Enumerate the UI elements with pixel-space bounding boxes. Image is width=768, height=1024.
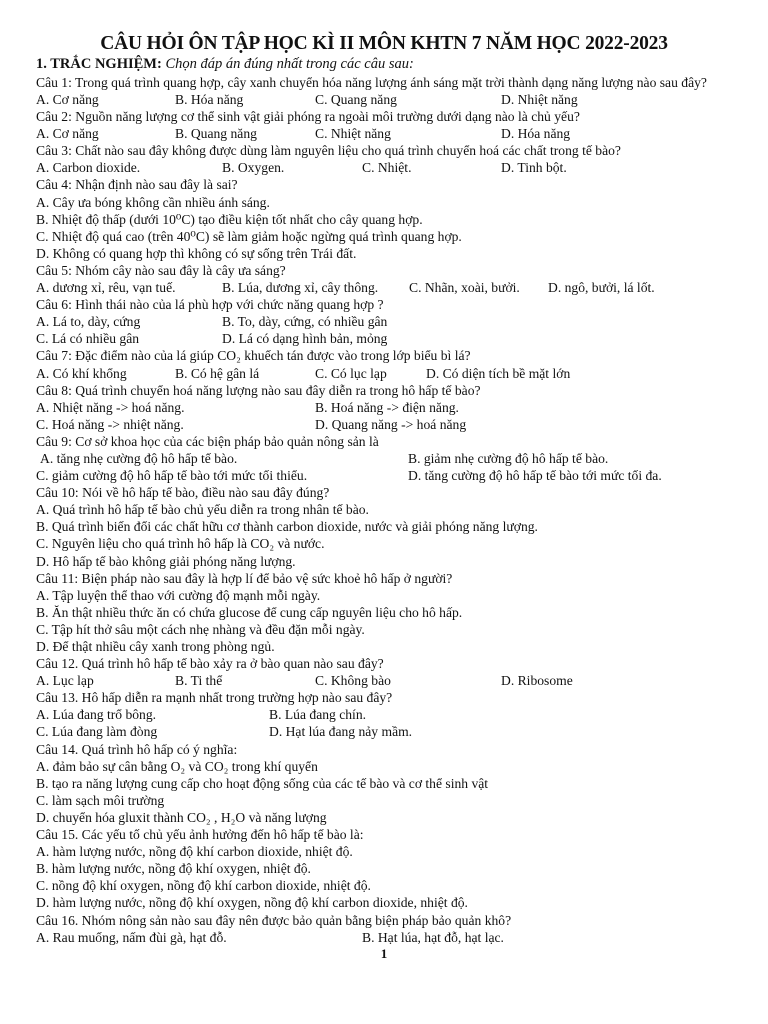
options-row: [36, 450, 736, 467]
option: A. Cơ năng: [36, 126, 99, 142]
option: B. Quá trình biến đổi các chất hữu cơ thành carbon dioxide, nước và giải phóng năng lượng.: [36, 519, 538, 535]
question-text: Câu 10: Nói về hô hấp tế bào, điều nào sau đây đúng?: [36, 485, 330, 501]
option: B. giảm nhẹ cường độ hô hấp tế bào.: [408, 450, 609, 466]
option: D. Hạt lúa đang nảy mầm.: [269, 724, 413, 740]
option: B. Ăn thật nhiều thức ăn có chứa glucose để cung cấp nguyên liệu cho hô hấp.: [36, 604, 463, 620]
option: A. Rau muống, nấm đùi gà, hạt đỗ.: [36, 929, 227, 945]
options-row: [36, 672, 736, 689]
option: C. Nhiệt năng: [315, 126, 391, 142]
page-number: 1: [380, 946, 388, 961]
section-heading: [36, 56, 414, 73]
options-row: [36, 91, 736, 108]
option: B. tạo ra năng lượng cung cấp cho hoạt động sống của các tế bào và cơ thể sinh vật: [36, 775, 489, 791]
option: D. tăng cường độ hô hấp tế bào tới mức tối đa.: [408, 468, 662, 484]
question-list: [36, 74, 736, 946]
option: A. Carbon dioxide.: [36, 160, 141, 176]
question-text: Câu 7: Đặc điểm nào của lá giúp CO₂ khuếch tán được vào trong lớp biểu bì lá?: [36, 348, 471, 364]
option: C. làm sạch môi trường: [36, 792, 165, 808]
options-row: [36, 723, 736, 740]
option: B. To, dày, cứng, có nhiều gân: [222, 314, 388, 330]
option: A. tăng nhẹ cường độ hô hấp tế bào.: [40, 450, 238, 466]
options-row: [36, 330, 736, 347]
question-text: Câu 11: Biện pháp nào sau đây là hợp lí để bảo vệ sức khoẻ hô hấp ở người?: [36, 570, 453, 586]
option: D. Nhiệt năng: [501, 92, 578, 107]
question-text: Câu 6: Hình thái nào của lá phù hợp với chức năng quang hợp ?: [36, 297, 384, 313]
question-text: Câu 4: Nhận định nào sau đây là sai?: [36, 177, 238, 193]
option: B. Nhiệt độ thấp (dưới 10⁰C) tạo điều kiện tốt nhất cho cây quang hợp.: [36, 211, 423, 227]
options-row: [36, 125, 736, 142]
option: D. hàm lượng nước, nồng độ khí oxygen, nồng độ khí carbon dioxide, nhiệt độ.: [36, 895, 468, 911]
option: B. Lúa, dương xỉ, cây thông.: [222, 280, 379, 296]
option: B. Hóa năng: [175, 92, 244, 107]
option: B. Ti thể: [175, 673, 223, 689]
options-row: [36, 399, 736, 416]
option: A. Cây ưa bóng không cần nhiều ánh sáng.: [36, 194, 270, 210]
option: B. Lúa đang chín.: [269, 707, 367, 723]
option: A. đảm bảo sự cân bằng O₂ và CO₂ trong khí quyển: [36, 758, 318, 774]
option: B. Hoá năng -> điện năng.: [315, 399, 459, 415]
option: A. dương xỉ, rêu, vạn tuế.: [36, 280, 176, 296]
options-row: [36, 159, 736, 176]
options-row: [36, 279, 736, 296]
option: A. Quá trình hô hấp tế bào chủ yếu diễn ra trong nhân tế bào.: [36, 502, 369, 518]
option: C. giảm cường độ hô hấp tế bào tới mức tối thiểu.: [36, 468, 308, 484]
option: D. Không có quang hợp thì không có sự sống trên Trái đất.: [36, 245, 357, 261]
option: B. Có hệ gân lá: [175, 365, 260, 381]
options-row: [36, 467, 736, 484]
option: D. Hô hấp tế bào không giải phóng năng lượng.: [36, 553, 296, 569]
section-instruction: Chọn đáp án đúng nhất trong các câu sau:: [165, 56, 414, 72]
option: A. Nhiệt năng -> hoá năng.: [36, 399, 185, 415]
option: A. Lá to, dày, cứng: [36, 314, 141, 330]
question-text: Câu 1: Trong quá trình quang hợp, cây xanh chuyển hóa năng lượng ánh sáng mặt trời thành dạng năng lượng nào sau đây?: [36, 75, 707, 90]
question-text: Câu 15. Các yếu tố chủ yếu ảnh hưởng đến hô hấp tế bào là:: [36, 827, 364, 843]
section-label: 1. TRẮC NGHIỆM:: [36, 56, 162, 72]
option: D. ngô, bưởi, lá lốt.: [548, 280, 655, 296]
option: C. Nhãn, xoài, bưởi.: [409, 280, 520, 296]
option: C. Quang năng: [315, 92, 397, 107]
option: C. Hoá năng -> nhiệt năng.: [36, 416, 184, 432]
option: D. Hóa năng: [501, 126, 571, 142]
option: C. Lúa đang làm đòng: [36, 724, 158, 740]
option: B. Hạt lúa, hạt đỗ, hạt lạc.: [362, 929, 504, 945]
question-text: Câu 3: Chất nào sau đây không được dùng làm nguyên liệu cho quá trình chuyển hoá các chất trong tế bào?: [36, 143, 621, 159]
option: D. Có diện tích bề mặt lớn: [426, 365, 571, 381]
option: A. Tập luyện thể thao với cường độ mạnh mỗi ngày.: [36, 587, 321, 603]
option: D. Lá có dạng hình bản, mỏng: [222, 331, 388, 347]
option: D. Ribosome: [501, 673, 573, 689]
question-text: Câu 2: Nguồn năng lượng cơ thể sinh vật giải phóng ra ngoài môi trường dưới dạng nào là chủ yếu?: [36, 109, 580, 125]
option: C. Lá có nhiều gân: [36, 331, 140, 347]
question-text: Câu 9: Cơ sở khoa học của các biện pháp bảo quản nông sản là: [36, 433, 379, 449]
options-row: [36, 416, 736, 433]
question-text: Câu 16. Nhóm nông sản nào sau đây nên được bảo quản bằng biện pháp bảo quản khô?: [36, 912, 512, 928]
option: A. hàm lượng nước, nồng độ khí carbon dioxide, nhiệt độ.: [36, 844, 353, 860]
options-row: [36, 313, 736, 330]
option: C. Nhiệt độ quá cao (trên 40⁰C) sẽ làm giảm hoặc ngừng quá trình quang hợp.: [36, 228, 462, 244]
option: B. Oxygen.: [222, 160, 285, 176]
option: B. hàm lượng nước, nồng độ khí oxygen, nhiệt độ.: [36, 861, 311, 877]
option: A. Có khí khổng: [36, 365, 127, 381]
question-text: Câu 8: Quá trình chuyển hoá năng lượng nào sau đây diễn ra trong hô hấp tế bào?: [36, 382, 481, 398]
option: C. Không bào: [315, 673, 391, 689]
question-text: Câu 14. Quá trình hô hấp có ý nghĩa:: [36, 741, 238, 757]
option: A. Lúa đang trổ bông.: [36, 707, 157, 723]
option: C. Nhiệt.: [362, 160, 412, 176]
option: A. Cơ năng: [36, 92, 99, 107]
option: B. Quang năng: [175, 126, 257, 142]
page-title: CÂU HỎI ÔN TẬP HỌC KÌ II MÔN KHTN 7 NĂM HỌC 2022-2023: [100, 33, 668, 54]
option: D. Để thật nhiều cây xanh trong phòng ngủ.: [36, 639, 275, 654]
option: C. Nguyên liệu cho quá trình hô hấp là CO₂ và nước.: [36, 536, 325, 552]
question-text: Câu 13. Hô hấp diễn ra mạnh nhất trong trường hợp nào sau đây?: [36, 690, 393, 706]
option: D. Tinh bột.: [501, 160, 567, 176]
option: C. nồng độ khí oxygen, nồng độ khí carbon dioxide, nhiệt độ.: [36, 878, 371, 894]
option: D. chuyển hóa gluxit thành CO₂ , H₂O và năng lượng: [36, 809, 327, 825]
options-row: [36, 706, 736, 723]
question-text: Câu 5: Nhóm cây nào sau đây là cây ưa sáng?: [36, 262, 286, 278]
option: C. Có lục lạp: [315, 365, 387, 381]
option: A. Lục lạp: [36, 673, 94, 689]
options-row: [36, 929, 736, 946]
option: D. Quang năng -> hoá năng: [315, 416, 467, 432]
option: C. Tập hít thở sâu một cách nhẹ nhàng và đều đặn mỗi ngày.: [36, 621, 365, 637]
question-text: Câu 12. Quá trình hô hấp tế bào xảy ra ở bào quan nào sau đây?: [36, 656, 384, 672]
options-row: [36, 365, 736, 382]
